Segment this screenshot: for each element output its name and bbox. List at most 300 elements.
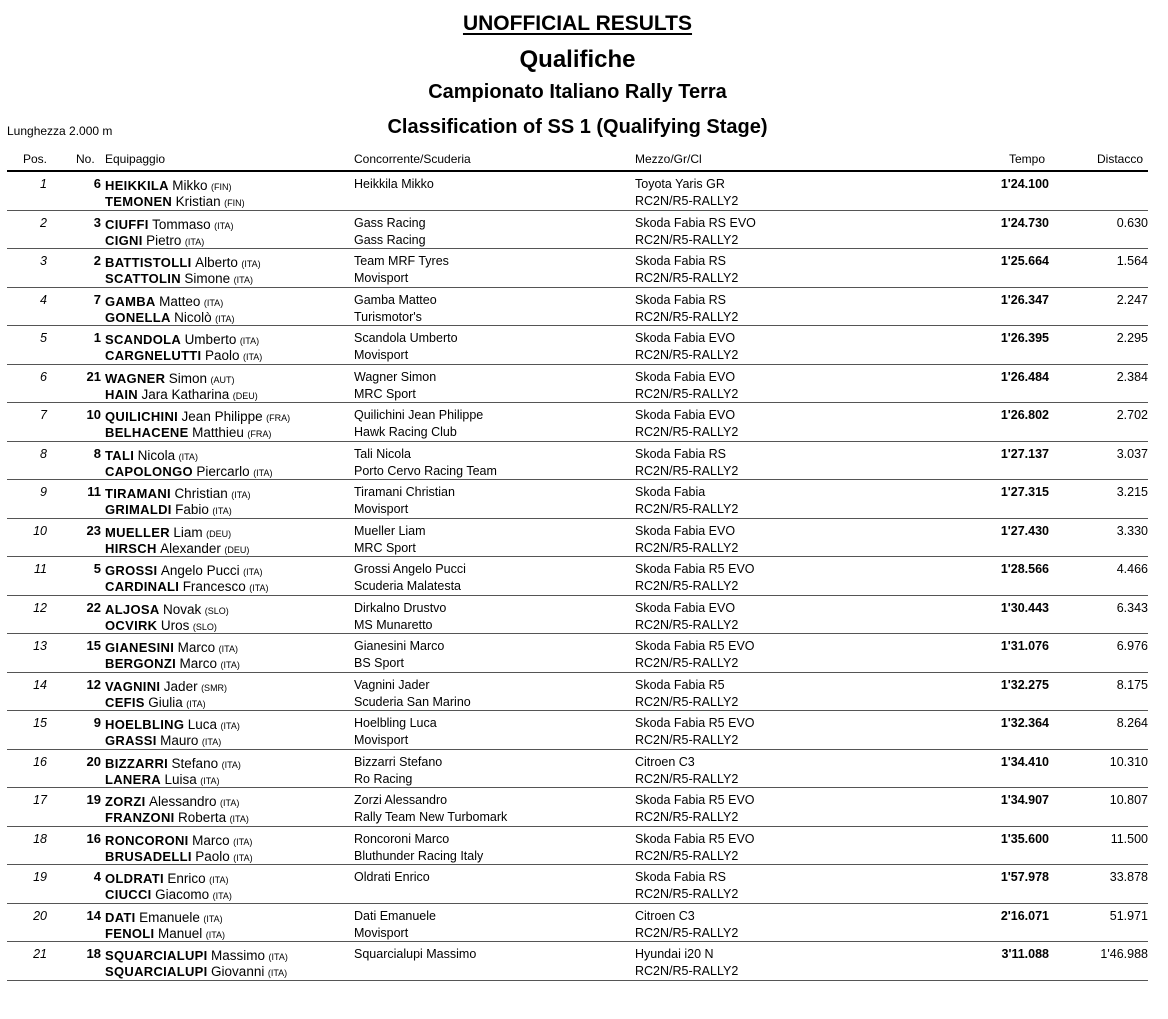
entrant: Zorzi Alessandro — [354, 793, 448, 807]
driver-surname: WAGNER — [105, 370, 166, 386]
codriver-firstname: Luisa — [164, 771, 197, 787]
codriver-surname: BRUSADELLI — [105, 848, 192, 864]
entrant: Dirkalno Drustvo — [354, 600, 447, 615]
codriver-surname: FRANZONI — [105, 810, 175, 825]
col-pos: Pos. — [23, 152, 48, 166]
codriver — [105, 926, 225, 941]
team: Movisport — [354, 348, 409, 362]
codriver-surname: HIRSCH — [105, 540, 157, 556]
entrant: Oldrati Enrico — [354, 870, 430, 884]
car-model: Skoda Fabia EVO — [635, 331, 736, 345]
codriver-surname: LANERA — [105, 771, 161, 787]
stage-time: 1'27.315 — [1000, 485, 1049, 499]
codriver-nationality: (ITA) — [184, 236, 205, 247]
codriver-nationality: (ITA) — [212, 506, 232, 516]
car-model: Skoda Fabia R5 — [635, 677, 725, 692]
team: Ro Racing — [354, 771, 413, 786]
car-model: Skoda Fabia RS EVO — [635, 215, 756, 230]
table-row — [7, 634, 1148, 673]
stage-time: 2'16.071 — [1000, 908, 1049, 923]
codriver-nationality: (DEU) — [224, 544, 250, 555]
entrant: Gass Racing — [354, 215, 426, 230]
codriver-nationality: (ITA) — [233, 275, 253, 285]
car-model: Skoda Fabia EVO — [635, 408, 736, 422]
entrant: Tiramani Christian — [354, 485, 455, 499]
stage-time: 1'26.484 — [1000, 369, 1049, 384]
car-model: Skoda Fabia R5 EVO — [635, 639, 755, 653]
gap-to-leader: 2.702 — [1116, 408, 1148, 422]
position: 6 — [40, 369, 47, 384]
codriver — [105, 772, 220, 787]
driver — [105, 563, 262, 578]
driver-firstname: Mikko — [172, 178, 208, 193]
codriver-nationality: (ITA) — [233, 852, 253, 863]
codriver-surname: OCVIRK — [105, 617, 158, 633]
driver-surname: DATI — [105, 909, 136, 925]
codriver-nationality: (ITA) — [215, 313, 235, 324]
table-row — [7, 865, 1148, 904]
table-row — [7, 519, 1148, 558]
codriver-nationality: (ITA) — [249, 583, 269, 593]
driver-surname: BIZZARRI — [105, 755, 169, 771]
position: 11 — [34, 562, 47, 576]
position: 20 — [33, 908, 47, 923]
stage-time: 1'28.566 — [1000, 562, 1049, 576]
driver-surname: CIUFFI — [105, 216, 149, 232]
car-model: Toyota Yaris GR — [635, 177, 725, 191]
stage-time: 1'27.137 — [1000, 446, 1049, 461]
entrant: Grossi Angelo Pucci — [354, 562, 466, 576]
gap-to-leader: 1'46.988 — [1100, 947, 1148, 961]
col-crew: Equipaggio — [105, 152, 166, 166]
driver — [105, 717, 240, 732]
driver-surname: GIANESINI — [105, 640, 175, 655]
driver-firstname: Enrico — [167, 871, 206, 886]
gap-to-leader: 33.878 — [1109, 870, 1148, 884]
car-class: RC2N/R5-RALLY2 — [635, 309, 739, 324]
position: 9 — [40, 485, 47, 499]
codriver — [105, 233, 204, 248]
car-number: 9 — [93, 715, 101, 730]
car-number: 14 — [86, 907, 101, 923]
car-number: 15 — [86, 638, 101, 653]
entrant: Gianesini Marco — [354, 639, 445, 653]
col-car: Mezzo/Gr/Cl — [635, 152, 702, 166]
codriver — [105, 464, 273, 479]
driver-firstname: Umberto — [184, 332, 237, 347]
car-class: RC2N/R5-RALLY2 — [635, 964, 739, 978]
gap-to-leader: 2.247 — [1116, 292, 1148, 307]
codriver — [105, 695, 206, 710]
car-class: RC2N/R5-RALLY2 — [635, 232, 739, 247]
car-class: RC2N/R5-RALLY2 — [635, 386, 739, 401]
codriver-surname: CIUCCI — [105, 887, 152, 902]
driver — [105, 409, 290, 424]
driver — [105, 294, 223, 309]
driver-firstname: Tommaso — [152, 216, 211, 232]
gap-to-leader: 3.037 — [1116, 446, 1148, 461]
driver-firstname: Stefano — [171, 755, 219, 771]
driver-firstname: Massimo — [211, 948, 266, 963]
team: Porto Cervo Racing Team — [354, 463, 497, 478]
team: MRC Sport — [354, 386, 416, 401]
car-model: Hyundai i20 N — [635, 947, 714, 961]
gap-to-leader: 0.630 — [1116, 215, 1148, 230]
driver-surname: TALI — [105, 447, 135, 463]
car-number: 16 — [86, 830, 101, 846]
codriver-surname: GONELLA — [105, 309, 171, 325]
codriver-firstname: Giulia — [148, 694, 183, 710]
car-number: 12 — [86, 676, 101, 692]
table-row — [7, 750, 1148, 789]
team: Gass Racing — [354, 232, 426, 247]
driver-surname: TIRAMANI — [105, 486, 171, 501]
stage-length: Lunghezza 2.000 m — [7, 124, 113, 138]
stage-time: 1'26.802 — [1000, 408, 1049, 422]
codriver — [105, 810, 249, 825]
entrant: Tali Nicola — [354, 446, 411, 461]
driver-firstname: Nicola — [137, 447, 176, 463]
car-number: 11 — [87, 484, 101, 499]
codriver-surname: GRASSI — [105, 733, 157, 748]
codriver-nationality: (FRA) — [247, 429, 272, 439]
table-row — [7, 211, 1148, 250]
driver-firstname: Liam — [173, 524, 203, 540]
gap-to-leader: 10.807 — [1109, 793, 1148, 807]
car-number: 4 — [93, 869, 101, 884]
driver — [105, 178, 232, 193]
position: 21 — [33, 947, 47, 961]
car-class: RC2N/R5-RALLY2 — [635, 694, 739, 709]
table-row — [7, 596, 1148, 635]
stage-time: 1'32.364 — [1000, 716, 1049, 730]
car-model: Skoda Fabia EVO — [635, 369, 736, 384]
table-row — [7, 403, 1148, 442]
document-status: UNOFFICIAL RESULTS — [462, 12, 693, 35]
car-class: RC2N/R5-RALLY2 — [635, 733, 739, 747]
position: 8 — [40, 446, 47, 461]
codriver-nationality: (ITA) — [220, 660, 240, 670]
team: Movisport — [354, 502, 409, 516]
car-model: Skoda Fabia R5 EVO — [635, 562, 755, 576]
codriver-firstname: Pietro — [146, 232, 182, 248]
gap-to-leader: 51.971 — [1109, 908, 1148, 923]
col-time: Tempo — [1009, 152, 1046, 166]
table-row — [7, 326, 1148, 365]
codriver-firstname: Francesco — [182, 579, 246, 594]
codriver-nationality: (ITA) — [201, 737, 222, 747]
team: Rally Team New Turbomark — [354, 810, 508, 824]
codriver-surname: CIGNI — [105, 232, 143, 248]
driver-firstname: Jean Philippe — [181, 409, 263, 424]
driver-firstname: Novak — [163, 601, 202, 617]
entrant: Vagnini Jader — [354, 677, 430, 692]
col-gap: Distacco — [1097, 152, 1144, 166]
driver-nationality: (ITA) — [268, 952, 288, 962]
stage-time: 1'57.978 — [1000, 870, 1049, 884]
codriver — [105, 194, 245, 209]
gap-to-leader: 2.295 — [1116, 331, 1148, 345]
car-number: 10 — [86, 407, 101, 422]
entrant: Bizzarri Stefano — [354, 754, 443, 769]
entrant: Wagner Simon — [354, 369, 437, 384]
car-class: RC2N/R5-RALLY2 — [635, 425, 739, 439]
car-number: 20 — [86, 753, 101, 769]
driver-nationality: (ITA) — [233, 836, 253, 847]
codriver — [105, 348, 262, 363]
driver — [105, 948, 288, 963]
team: Scuderia Malatesta — [354, 579, 462, 593]
driver-nationality: (FRA) — [266, 413, 291, 423]
codriver-firstname: Simone — [184, 271, 231, 286]
driver-surname: OLDRATI — [105, 871, 164, 886]
position: 10 — [33, 523, 47, 538]
team: Movisport — [354, 925, 409, 940]
stage-time: 1'24.100 — [1000, 177, 1049, 191]
driver — [105, 448, 198, 463]
codriver-surname: HAIN — [105, 386, 138, 402]
codriver-firstname: Kristian — [175, 194, 221, 209]
codriver-surname: SCATTOLIN — [105, 271, 181, 286]
driver-firstname: Jader — [163, 678, 198, 694]
stage-time: 1'35.600 — [1000, 831, 1049, 846]
codriver-surname: GRIMALDI — [105, 502, 172, 517]
codriver-firstname: Paolo — [195, 848, 230, 864]
gap-to-leader: 4.466 — [1116, 562, 1148, 576]
position: 17 — [33, 793, 47, 807]
table-row — [7, 442, 1148, 481]
codriver-surname: CARDINALI — [105, 579, 180, 594]
car-model: Citroen C3 — [635, 754, 695, 769]
position: 14 — [33, 677, 47, 692]
codriver-nationality: (ITA) — [267, 968, 288, 978]
codriver-firstname: Jara Katharina — [141, 386, 230, 402]
codriver-nationality: (ITA) — [200, 775, 220, 786]
codriver-nationality: (ITA) — [205, 929, 226, 940]
driver-nationality: (ITA) — [239, 336, 260, 346]
stage-time: 1'30.443 — [1000, 600, 1049, 615]
driver-nationality: (ITA) — [221, 759, 241, 770]
team: BS Sport — [354, 656, 405, 670]
position: 12 — [33, 600, 47, 615]
driver-nationality: (ITA) — [243, 567, 263, 577]
driver-nationality: (AUT) — [210, 374, 235, 385]
driver-firstname: Emanuele — [139, 909, 200, 925]
table-row — [7, 249, 1148, 288]
table-row — [7, 711, 1148, 750]
table-row — [7, 942, 1148, 981]
car-number: 7 — [93, 291, 101, 307]
driver-surname: HOELBLING — [105, 717, 185, 732]
car-number: 5 — [93, 561, 101, 576]
driver-surname: ZORZI — [105, 794, 146, 809]
gap-to-leader: 3.215 — [1116, 485, 1148, 499]
codriver-nationality: (ITA) — [229, 814, 249, 824]
driver — [105, 255, 261, 270]
stage-time: 3'11.088 — [1001, 947, 1049, 961]
col-no: No. — [76, 152, 95, 166]
driver-nationality: (ITA) — [214, 220, 234, 231]
codriver-surname: FENOLI — [105, 925, 155, 941]
driver-surname: SQUARCIALUPI — [105, 948, 208, 963]
driver-surname: VAGNINI — [105, 678, 161, 694]
car-model: Skoda Fabia RS — [635, 870, 727, 884]
entrant: Mueller Liam — [354, 523, 426, 538]
entrant: Hoelbling Luca — [354, 716, 437, 730]
car-class: RC2N/R5-RALLY2 — [635, 771, 739, 786]
gap-to-leader: 3.330 — [1116, 523, 1148, 538]
codriver-firstname: Alexander — [160, 540, 221, 556]
stage-time: 1'24.730 — [1000, 215, 1049, 230]
car-number: 19 — [86, 792, 101, 807]
car-number: 18 — [86, 946, 101, 961]
driver — [105, 525, 231, 540]
car-number: 8 — [93, 445, 101, 461]
car-model: Skoda Fabia R5 EVO — [635, 831, 755, 846]
classification-title: Classification of SS 1 (Qualifying Stage) — [387, 116, 768, 138]
driver — [105, 756, 241, 771]
car-number: 23 — [86, 522, 101, 538]
car-class: RC2N/R5-RALLY2 — [635, 925, 739, 940]
car-number: 3 — [93, 214, 101, 230]
driver — [105, 910, 223, 925]
driver-surname: MUELLER — [105, 524, 170, 540]
team: MS Munaretto — [354, 617, 433, 632]
team: Scuderia San Marino — [354, 694, 471, 709]
driver-surname: ALJOSA — [105, 601, 160, 617]
codriver — [105, 849, 253, 864]
car-number: 21 — [86, 368, 101, 384]
codriver-surname: BELHACENE — [105, 425, 189, 440]
codriver — [105, 387, 258, 402]
car-number: 6 — [93, 176, 101, 191]
codriver — [105, 310, 234, 325]
car-class: RC2N/R5-RALLY2 — [635, 887, 739, 901]
driver — [105, 486, 251, 501]
car-class: RC2N/R5-RALLY2 — [635, 579, 739, 593]
table-row — [7, 288, 1148, 327]
car-number: 22 — [86, 599, 101, 615]
table-row — [7, 673, 1148, 712]
codriver-nationality: (ITA) — [186, 698, 206, 709]
codriver — [105, 656, 240, 671]
driver-nationality: (ITA) — [220, 721, 240, 731]
gap-to-leader: 8.175 — [1116, 677, 1148, 692]
codriver — [105, 887, 232, 902]
driver-firstname: Angelo Pucci — [160, 563, 240, 578]
driver-nationality: (DEU) — [206, 528, 232, 539]
gap-to-leader: 1.564 — [1116, 254, 1148, 268]
gap-to-leader: 10.310 — [1109, 754, 1148, 769]
driver-surname: QUILICHINI — [105, 409, 179, 424]
driver-surname: GAMBA — [105, 293, 156, 309]
driver-firstname: Christian — [174, 486, 228, 501]
position: 1 — [40, 177, 47, 191]
car-model: Skoda Fabia RS — [635, 446, 727, 461]
table-row — [7, 557, 1148, 596]
table-row — [7, 172, 1148, 211]
car-model: Skoda Fabia EVO — [635, 523, 736, 538]
codriver-surname: TEMONEN — [105, 194, 173, 209]
driver-nationality: (ITA) — [241, 259, 261, 269]
codriver — [105, 964, 287, 979]
codriver-nationality: (DEU) — [232, 390, 258, 401]
driver-firstname: Alberto — [195, 255, 238, 270]
position: 3 — [40, 254, 47, 268]
driver — [105, 871, 228, 886]
car-class: RC2N/R5-RALLY2 — [635, 348, 739, 362]
driver — [105, 794, 239, 809]
position: 18 — [33, 831, 47, 846]
table-header — [0, 152, 1168, 170]
car-model: Skoda Fabia R5 EVO — [635, 716, 755, 730]
codriver-firstname: Fabio — [175, 502, 209, 517]
car-class: RC2N/R5-RALLY2 — [635, 810, 739, 824]
driver-nationality: (SMR) — [201, 682, 228, 693]
entrant: Squarcialupi Massimo — [354, 947, 477, 961]
driver-firstname: Marco — [177, 640, 216, 655]
driver-firstname: Alessandro — [148, 794, 217, 809]
stage-time: 1'26.395 — [1000, 331, 1049, 345]
team: Movisport — [354, 271, 409, 285]
codriver-firstname: Giovanni — [211, 964, 265, 979]
codriver-firstname: Marco — [179, 656, 218, 671]
codriver-firstname: Piercarlo — [196, 463, 250, 479]
entrant: Scandola Umberto — [354, 331, 458, 345]
driver — [105, 217, 234, 232]
driver-nationality: (ITA) — [178, 451, 198, 462]
table-row — [7, 827, 1148, 866]
codriver — [105, 271, 253, 286]
entrant: Quilichini Jean Philippe — [354, 408, 484, 422]
car-class: RC2N/R5-RALLY2 — [635, 848, 739, 863]
driver-nationality: (ITA) — [203, 297, 224, 308]
codriver-surname: BERGONZI — [105, 656, 177, 671]
codriver-firstname: Roberta — [178, 810, 227, 825]
car-model: Skoda Fabia — [635, 485, 706, 499]
entrant: Roncoroni Marco — [354, 831, 450, 846]
car-model: Skoda Fabia RS — [635, 254, 727, 268]
stage-time: 1'32.275 — [1000, 677, 1049, 692]
driver — [105, 833, 252, 848]
driver-surname: RONCORONI — [105, 832, 189, 848]
driver-nationality: (ITA) — [220, 798, 240, 808]
codriver-firstname: Uros — [160, 617, 190, 633]
car-model: Skoda Fabia EVO — [635, 600, 736, 615]
position: 7 — [40, 408, 47, 422]
stage-time: 1'25.664 — [1000, 254, 1049, 268]
position: 5 — [40, 331, 47, 345]
codriver-surname: SQUARCIALUPI — [105, 964, 208, 979]
gap-to-leader: 8.264 — [1116, 716, 1148, 730]
driver-nationality: (ITA) — [218, 644, 238, 654]
car-class: RC2N/R5-RALLY2 — [635, 463, 739, 478]
codriver-nationality: (ITA) — [253, 467, 273, 478]
driver-surname: HEIKKILA — [105, 178, 169, 193]
codriver-nationality: (ITA) — [242, 352, 263, 362]
car-class: RC2N/R5-RALLY2 — [635, 656, 739, 670]
team: Movisport — [354, 733, 409, 747]
codriver-surname: CEFIS — [105, 694, 145, 710]
car-class: RC2N/R5-RALLY2 — [635, 540, 739, 555]
driver-firstname: Marco — [192, 832, 230, 848]
entrant: Gamba Matteo — [354, 292, 437, 307]
car-model: Skoda Fabia R5 EVO — [635, 793, 755, 807]
codriver — [105, 733, 221, 748]
car-model: Citroen C3 — [635, 908, 695, 923]
driver-nationality: (ITA) — [209, 875, 229, 885]
codriver-nationality: (ITA) — [212, 891, 232, 901]
